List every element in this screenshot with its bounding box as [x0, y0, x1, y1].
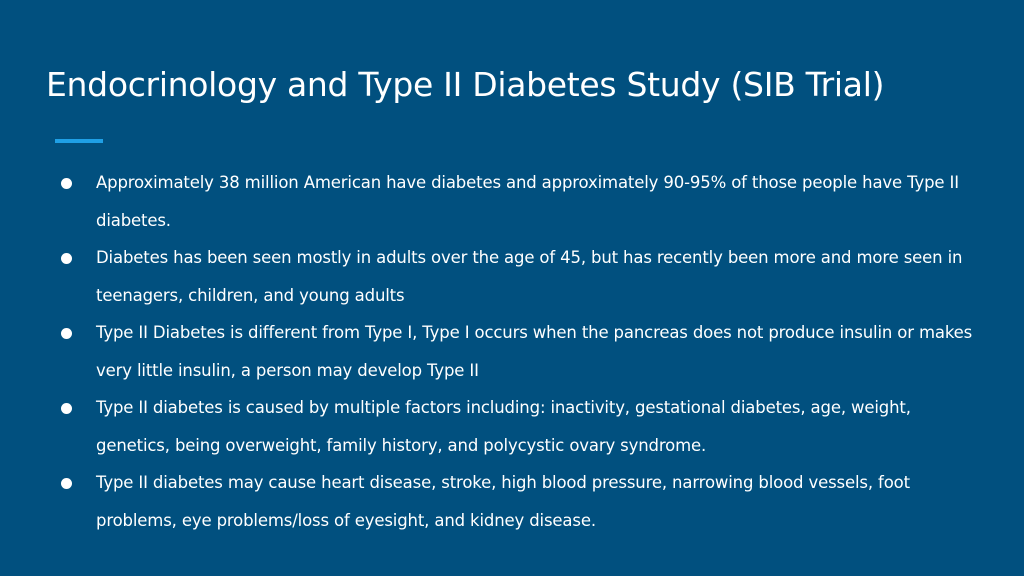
slide-title: Endocrinology and Type II Diabetes Study (SIB Trial): [46, 65, 885, 104]
bullet-dot-icon: [61, 253, 72, 264]
bullet-list: [58, 164, 983, 539]
title-accent-bar: [55, 139, 103, 143]
bullet-text: Approximately 38 million American have diabetes and approximately 90-95% of those people have Type II diabetes.: [96, 173, 959, 230]
bullet-text: Type II Diabetes is different from Type I, Type I occurs when the pancreas does not produce insulin or makes very little insulin, a person may develop Type II: [96, 323, 973, 380]
bullet-text: Diabetes has been seen mostly in adults over the age of 45, but has recently been more and more seen in teenagers, children, and young adults: [96, 248, 963, 305]
bullet-dot-icon: [61, 478, 72, 489]
bullet-item: [58, 464, 983, 539]
bullet-text: Type II diabetes may cause heart disease, stroke, high blood pressure, narrowing blood vessels, foot problems, eye problems/loss of eyesight, and kidney disease.: [96, 473, 910, 530]
bullet-dot-icon: [61, 403, 72, 414]
bullet-dot-icon: [61, 328, 72, 339]
bullet-item: [58, 239, 983, 314]
bullet-item: [58, 389, 983, 464]
bullet-item: [58, 164, 983, 239]
bullet-dot-icon: [61, 178, 72, 189]
bullet-text: Type II diabetes is caused by multiple factors including: inactivity, gestational diabetes, age, weight, genetics, being overweight, family history, and polycystic ovary syndrome.: [96, 398, 911, 455]
bullet-item: [58, 314, 983, 389]
